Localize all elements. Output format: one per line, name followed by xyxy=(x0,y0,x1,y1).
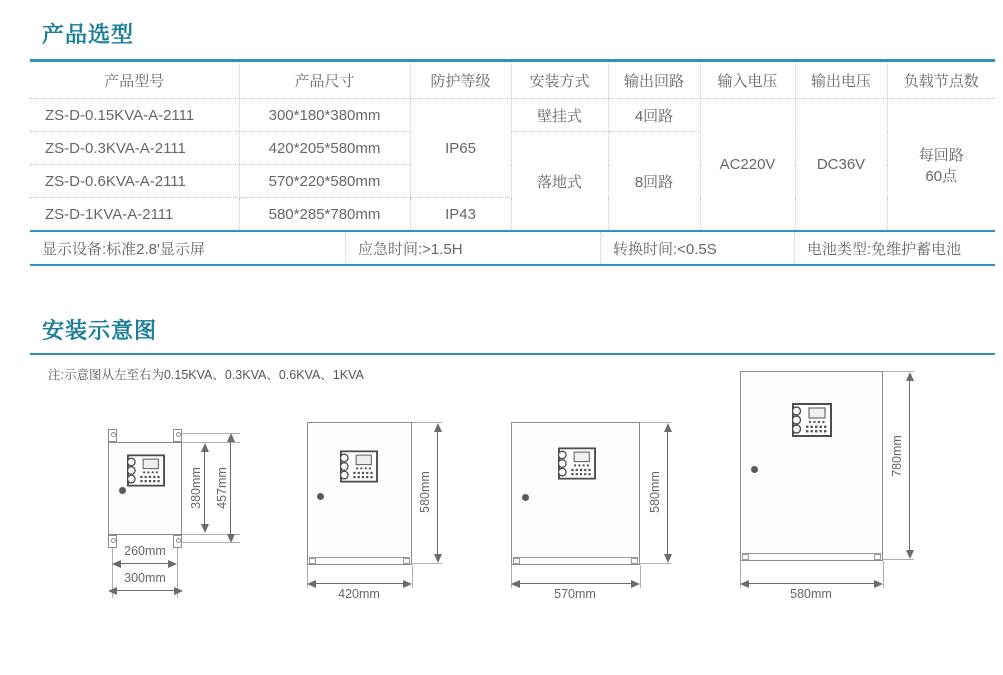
extension-line xyxy=(412,565,413,588)
dimension-label: 300mm xyxy=(124,571,166,585)
cell-model: ZS-D-0.15KVA-A-2111 xyxy=(30,99,239,132)
page xyxy=(30,0,995,613)
table-header-row xyxy=(30,61,995,99)
cell-size: 300*180*380mm xyxy=(239,99,410,132)
cell-protection-ip43: IP43 xyxy=(410,198,511,232)
col-header-size: 产品尺寸 xyxy=(239,61,410,99)
arrow-line xyxy=(514,583,637,584)
cell-load-nodes xyxy=(887,99,995,232)
cell-output-voltage: DC36V xyxy=(795,99,887,232)
footer-emergency-time: 应急时间:>1.5H xyxy=(345,232,600,264)
control-panel xyxy=(127,454,165,487)
dimension-arrow-horizontal xyxy=(112,559,177,568)
cell-circuits-8: 8回路 xyxy=(608,132,700,232)
cell-model: ZS-D-0.6KVA-A-2111 xyxy=(30,165,239,198)
arrow-line xyxy=(437,426,438,560)
dimension-label: 580mm xyxy=(790,587,832,601)
extension-line xyxy=(883,561,884,588)
cell-mount-floor: 落地式 xyxy=(511,132,608,232)
arrow-line xyxy=(230,436,231,540)
cell-protection-ip65: IP65 xyxy=(410,99,511,198)
arrow-line xyxy=(909,375,910,556)
col-header-load-nodes: 负载节点数 xyxy=(887,61,995,99)
cabinet-body xyxy=(511,422,640,565)
door-lock-icon xyxy=(522,494,529,501)
installation-diagram-section xyxy=(30,314,995,613)
base-rail xyxy=(513,557,638,558)
cell-input-voltage: AC220V xyxy=(700,99,795,232)
col-header-mounting: 安装方式 xyxy=(511,61,608,99)
col-header-model: 产品型号 xyxy=(30,61,239,99)
door-lock-icon xyxy=(317,493,324,500)
mounting-bracket xyxy=(173,535,182,548)
mounting-bracket xyxy=(173,429,182,442)
installation-diagram xyxy=(30,355,995,613)
cell-mount-wall: 壁挂式 xyxy=(511,99,608,132)
dimension-arrow-horizontal xyxy=(108,586,183,595)
door-lock-icon xyxy=(751,466,758,473)
section-title-diagram: 安装示意图 xyxy=(42,318,158,343)
cell-model: ZS-D-0.3KVA-A-2111 xyxy=(30,132,239,165)
cabinet-foot xyxy=(631,558,638,564)
control-panel xyxy=(558,447,596,480)
control-panel xyxy=(792,403,832,437)
col-header-output-circuits: 输出回路 xyxy=(608,61,700,99)
spec-footer xyxy=(30,232,995,266)
cell-model: ZS-D-1KVA-A-2111 xyxy=(30,198,239,232)
footer-battery-type: 电池类型:免维护蓄电池 xyxy=(794,232,995,264)
cabinet-foot xyxy=(403,558,410,564)
footer-display-device: 显示设备:标准2.8'显示屏 xyxy=(42,240,205,258)
dimension-label: 580mm xyxy=(648,471,662,513)
door-lock-icon xyxy=(119,487,126,494)
control-panel xyxy=(340,450,378,483)
dimension-label: 380mm xyxy=(189,467,203,509)
load-nodes-line1: 每回路 xyxy=(918,146,964,164)
cabinet-foot xyxy=(874,554,881,560)
dimension-label: 580mm xyxy=(418,471,432,513)
dimension-arrow-vertical xyxy=(905,372,914,559)
extension-line xyxy=(412,563,442,564)
dimension-label: 457mm xyxy=(215,467,229,509)
extension-line xyxy=(640,563,671,564)
mounting-bracket xyxy=(108,429,117,442)
arrow-line xyxy=(204,446,205,530)
cell-size: 420*205*580mm xyxy=(239,132,410,165)
mounting-bracket xyxy=(108,535,117,548)
arrow-line xyxy=(310,583,409,584)
extension-line xyxy=(640,565,641,588)
cabinet-foot xyxy=(309,558,316,564)
cell-size: 570*220*580mm xyxy=(239,165,410,198)
col-header-protection: 防护等级 xyxy=(410,61,511,99)
arrow-line xyxy=(667,426,668,560)
dimension-arrow-vertical xyxy=(433,423,442,563)
dimension-label: 260mm xyxy=(124,544,166,558)
section-title-product: 产品选型 xyxy=(42,22,135,47)
footer-transfer-time: 转换时间:<0.5S xyxy=(600,232,794,264)
dimension-label: 570mm xyxy=(554,587,596,601)
col-header-output-voltage: 输出电压 xyxy=(795,61,887,99)
arrow-line xyxy=(743,583,880,584)
product-selection-section xyxy=(30,18,995,266)
diagram-note: 注:示意图从左至右为0.15KVA、0.3KVA、0.6KVA、1KVA xyxy=(48,368,364,382)
dimension-arrow-vertical xyxy=(663,423,672,563)
base-rail xyxy=(742,553,881,554)
cabinet-foot xyxy=(742,554,749,560)
cell-circuits-4: 4回路 xyxy=(608,99,700,132)
cell-size: 580*285*780mm xyxy=(239,198,410,232)
cabinet-foot xyxy=(513,558,520,564)
table-row xyxy=(30,99,995,132)
arrow-line xyxy=(115,563,174,564)
arrow-line xyxy=(111,590,180,591)
col-header-input-voltage: 输入电压 xyxy=(700,61,795,99)
cabinet-body xyxy=(740,371,883,561)
spec-table xyxy=(30,59,995,232)
dimension-label: 780mm xyxy=(890,435,904,477)
dimension-label: 420mm xyxy=(338,587,380,601)
extension-line xyxy=(883,559,914,560)
load-nodes-line2: 60点 xyxy=(925,167,958,185)
base-rail xyxy=(309,557,410,558)
